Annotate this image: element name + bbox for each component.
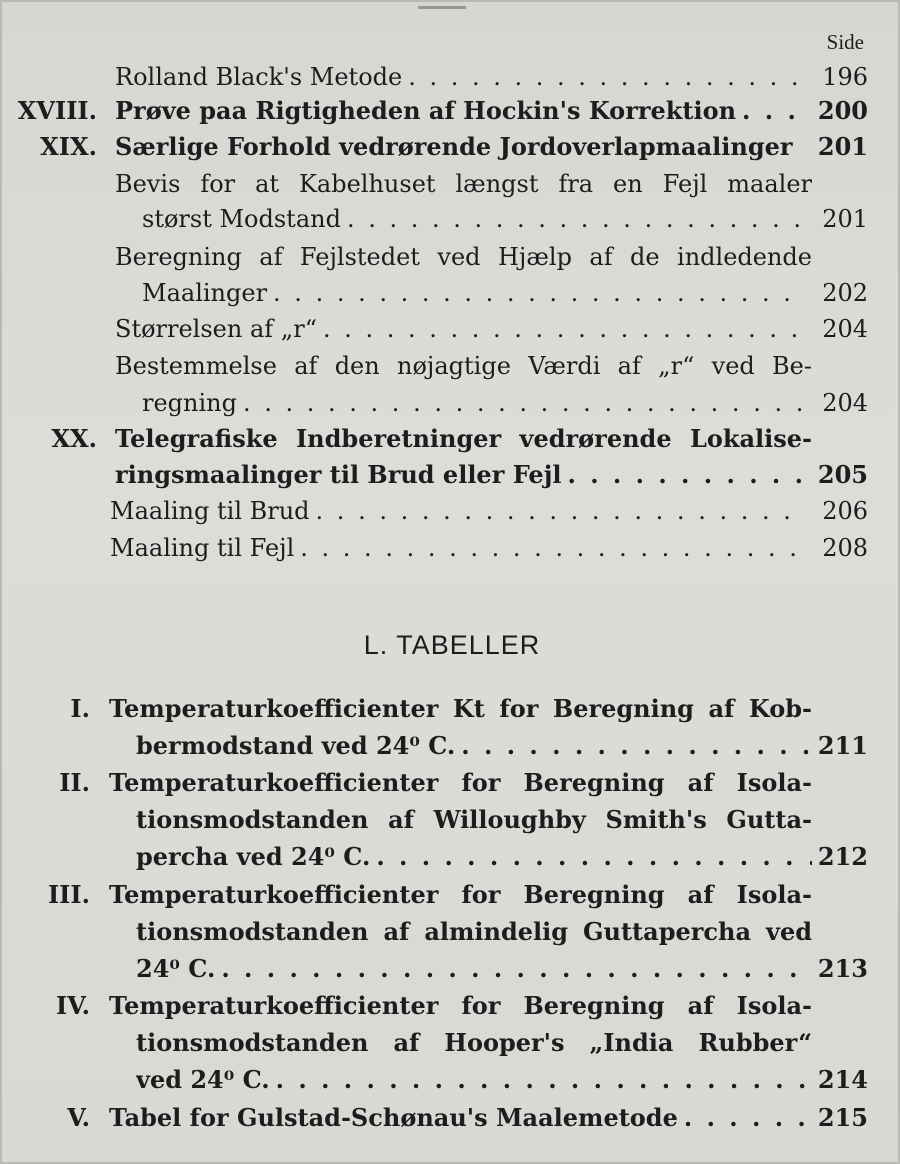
dot-leader <box>568 456 806 494</box>
toc-entry-page: 201 <box>822 205 868 233</box>
table-entry-title: Temperaturkoefficienter for Beregning af Isola- <box>109 880 812 909</box>
dot-leader <box>376 838 812 876</box>
dot-leader <box>461 727 812 765</box>
toc-entry-title: Særlige Forhold vedrørende Jordoverlapmaalinger <box>115 132 793 161</box>
dot-leader <box>323 310 805 348</box>
toc-entry-title: regning <box>142 389 237 417</box>
toc-entry-page: 208 <box>822 534 868 562</box>
page-top-mark <box>418 0 466 9</box>
toc-entry-page: 204 <box>822 389 868 417</box>
table-entry <box>2 987 900 1025</box>
table-entry-title: 24⁰ C. <box>136 954 216 983</box>
toc-entry-page: 202 <box>822 279 868 307</box>
table-entry-title: Temperaturkoefficienter for Beregning af Isola- <box>109 768 812 797</box>
section-heading: L. TABELLER <box>363 630 541 660</box>
table-entry-page: 214 <box>817 1065 868 1094</box>
chapter-number: XIX. <box>40 132 97 161</box>
toc-entry-continuation <box>2 384 900 422</box>
toc-entry-page: 196 <box>822 63 868 91</box>
toc-entry-title: Prøve paa Rigtigheden af Hockin's Korrektion <box>115 96 737 125</box>
table-entry-continuation <box>2 1061 900 1099</box>
table-number: I. <box>70 694 90 723</box>
table-entry-title: tionsmodstanden af almindelig Guttapercha ved <box>136 917 812 946</box>
toc-entry <box>2 529 900 567</box>
table-entry-continuation <box>2 950 900 988</box>
toc-entry-continuation <box>2 200 900 238</box>
toc-entry <box>2 347 900 385</box>
toc-entry-title: Maalinger <box>142 279 268 307</box>
toc-entry <box>2 238 900 276</box>
dot-leader <box>243 384 805 422</box>
table-entry <box>2 764 900 802</box>
dot-leader <box>408 58 805 96</box>
toc-entry-page: 205 <box>817 460 868 489</box>
table-entry-title: ved 24⁰ C. <box>136 1065 270 1094</box>
toc-entry <box>2 92 900 130</box>
table-number: II. <box>59 768 90 797</box>
chapter-number: XVIII. <box>17 96 97 125</box>
table-entry-page: 215 <box>817 1103 868 1132</box>
table-entry-continuation <box>2 1024 900 1062</box>
dot-leader <box>742 92 805 130</box>
toc-entry <box>2 128 900 166</box>
toc-entry-title: Bestemmelse af den nøjagtige Værdi af „r“ ved Be- <box>115 352 812 380</box>
dot-leader <box>347 200 805 238</box>
toc-entry <box>2 310 900 348</box>
toc-entry-title: Bevis for at Kabelhuset længst fra en Fejl maaler <box>115 170 812 198</box>
toc-entry-page: 206 <box>822 497 868 525</box>
table-entry <box>2 690 900 728</box>
toc-entry-title: Telegrafiske Indberetninger vedrørende Lokalise- <box>115 424 812 453</box>
toc-entry-page: 201 <box>817 132 868 161</box>
table-number: III. <box>47 880 90 909</box>
toc-entry-title: Beregning af Fejlstedet ved Hjælp af de indledende <box>115 243 812 271</box>
toc-entry-page: 204 <box>822 315 868 343</box>
dot-leader <box>300 529 805 567</box>
table-entry-title: Temperaturkoefficienter Kt for Beregning af Kob- <box>109 694 812 723</box>
table-number: IV. <box>55 991 90 1020</box>
table-entry-continuation <box>2 838 900 876</box>
dot-leader <box>273 274 805 312</box>
table-entry-page: 212 <box>817 842 868 871</box>
toc-entry-title: Rolland Black's Metode <box>115 63 403 91</box>
toc-entry-page: 200 <box>817 96 868 125</box>
toc-entry-title: Maaling til Fejl <box>110 534 295 562</box>
dot-leader <box>221 950 812 988</box>
table-entry-title: Tabel for Gulstad-Schønau's Maalemetode <box>109 1103 678 1132</box>
table-entry-continuation <box>2 801 900 839</box>
dot-leader <box>684 1099 812 1137</box>
table-entry <box>2 1099 900 1137</box>
table-entry <box>2 876 900 914</box>
table-entry-title: Temperaturkoefficienter for Beregning af Isola- <box>109 991 812 1020</box>
toc-entry-title: Størrelsen af „r“ <box>115 315 317 343</box>
page-column-label: Side <box>826 30 864 54</box>
toc-entry-continuation <box>2 456 900 494</box>
table-entry-page: 211 <box>817 731 868 760</box>
table-number: V. <box>67 1103 90 1132</box>
table-entry-title: tionsmodstanden af Hooper's „India Rubber“ <box>136 1028 812 1057</box>
table-entry-title: bermodstand ved 24⁰ C. <box>136 731 456 760</box>
toc-entry-title: Maaling til Brud <box>110 497 310 525</box>
table-entry-page: 213 <box>817 954 868 983</box>
dot-leader <box>316 492 805 530</box>
dot-leader <box>276 1061 812 1099</box>
table-entry-continuation <box>2 727 900 765</box>
toc-entry <box>2 492 900 530</box>
toc-entry-title: størst Modstand <box>142 205 341 233</box>
toc-entry-title: ringsmaalinger til Brud eller Fejl <box>115 460 562 489</box>
table-entry-title: percha ved 24⁰ C. <box>136 842 371 871</box>
toc-entry-continuation <box>2 274 900 312</box>
toc-entry <box>2 58 900 96</box>
chapter-number: XX. <box>51 424 97 453</box>
table-entry-title: tionsmodstanden af Willoughby Smith's Gutta- <box>136 805 812 834</box>
table-entry-continuation <box>2 913 900 951</box>
toc-entry <box>2 165 900 203</box>
toc-entry <box>2 420 900 458</box>
